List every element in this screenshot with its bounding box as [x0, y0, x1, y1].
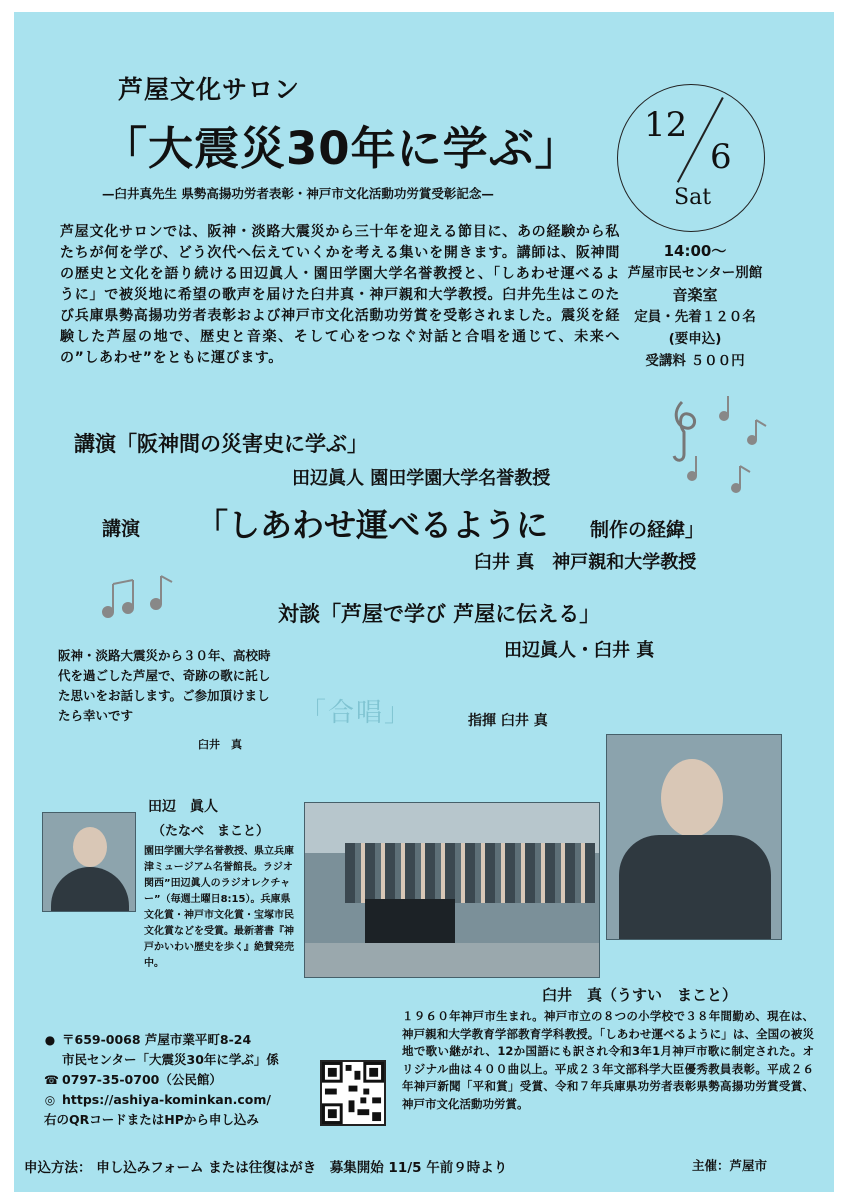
music-notes-left	[94, 568, 184, 624]
contact-address-row	[44, 1030, 344, 1050]
tanabe-kana: （たなべ まこと）	[152, 824, 270, 839]
date-month: 12	[644, 105, 688, 145]
date-badge	[617, 84, 765, 232]
contact-url-row	[44, 1090, 344, 1110]
event-reservation: (要申込)	[668, 331, 722, 347]
qr-code[interactable]	[320, 1060, 386, 1126]
message-signature: 臼井 真	[198, 738, 242, 751]
application-method: 申込方法： 申し込みフォーム または往復はがき 募集開始 11/5 午前９時より	[24, 1160, 508, 1176]
contact-url[interactable]: https://ashiya-kominkan.com/	[62, 1092, 271, 1107]
talk-speakers: 田辺眞人・臼井 真	[504, 640, 655, 661]
lecture1-speaker: 田辺眞人 園田学園大学名誉教授	[292, 468, 551, 489]
globe-icon: ◎	[44, 1093, 56, 1107]
usui-name: 臼井 真（うすい まこと）	[542, 986, 738, 1004]
lecture2-label: 講演	[102, 518, 141, 540]
salon-name: 芦屋文化サロン	[118, 75, 301, 104]
contact-phone-row	[44, 1070, 344, 1090]
music-note-icon	[103, 576, 172, 617]
usui-photo	[606, 734, 782, 940]
lecture1-title: 講演「阪神間の災害史に学ぶ」	[74, 432, 368, 456]
event-capacity: 定員・先着１２０名	[634, 309, 756, 325]
tanabe-name: 田辺 眞人	[148, 799, 218, 815]
phone-icon: ☎	[44, 1073, 59, 1087]
contact-phone[interactable]: 0797-35-0700（公民館）	[62, 1072, 222, 1087]
tanabe-photo	[42, 812, 136, 912]
choir-label: 「合唱」	[300, 698, 413, 728]
flyer	[14, 12, 834, 1192]
contact-note: 右のQRコードまたはHPから申し込み	[44, 1112, 259, 1127]
subtitle: —臼井真先生 県勢高揚功労者表彰・神戸市文化活動功労賞受彰記念—	[102, 186, 494, 201]
main-title: 「大震災30年に学ぶ」	[102, 122, 581, 175]
talk-title: 対談「芦屋で学び 芦屋に伝える」	[278, 602, 601, 626]
contact-office: 市民センター「大震災30年に学ぶ」係	[62, 1052, 279, 1067]
host: 主催：芦屋市	[692, 1158, 768, 1173]
event-info	[620, 240, 770, 372]
date-weekday: Sat	[674, 185, 712, 210]
event-fee: 受講料 ５００円	[645, 353, 745, 369]
contact-note-row	[44, 1110, 344, 1130]
contact-address: 〒659-0068 芦屋市業平町8-24	[62, 1032, 252, 1047]
tanabe-profile: 園田学園大学名誉教授、県立兵庫津ミュージアム名誉館長。ラジオ関西”田辺眞人のラジオレクチャー”（毎週土曜日8:15）。兵庫県文化賞・神戸市文化賞・宝塚市民文化賞などを受賞。最新著書『神戸かいわい歴史を歩く』絶賛発売中。	[144, 846, 294, 969]
pin-icon: ●	[44, 1033, 56, 1047]
lecture2-speaker: 臼井 真 神戸親和大学教授	[474, 552, 697, 573]
usui-profile: １９６０年神戸市生まれ。神戸市立の８つの小学校で３８年間勤め、現在は、神戸親和大学教育学部教育学科教授。「しあわせ運べるように」は、全国の被災地で歌い継がれ、12か国語にも訳され令和3年1月神戸市歌に制定された。オリジナル曲は４００曲以上。平成２３年文部科学大臣優秀教員表彰。平成２６年神戸新聞「平和賞」受賞、令和７年兵庫県功労者表彰県勢高揚功労賞受賞、神戸市文化活動功労賞。	[402, 1009, 814, 1111]
contact-office-row	[44, 1050, 344, 1070]
choir-photo	[304, 802, 600, 978]
lecture2-subtitle: 制作の経緯」	[590, 519, 705, 541]
conductor: 指揮 臼井 真	[468, 713, 548, 729]
music-note-icon	[688, 396, 766, 492]
event-room: 音楽室	[672, 286, 718, 304]
lecture2-title: 「しあわせ運べるように	[196, 506, 549, 544]
qr-code-pattern	[322, 1062, 384, 1124]
music-notes-decoration	[654, 384, 784, 504]
event-venue: 芦屋市民センター別館	[627, 265, 763, 281]
event-time: 14:00～	[663, 242, 727, 260]
intro-text: 芦屋文化サロンでは、阪神・淡路大震災から三十年を迎える節目に、あの経験から私たちが何を学び、どう次代へ伝えていくかを考える集いを開きます。講師は、阪神間の歴史と文化を語り続ける田辺眞人・園田学園大学名誉教授と、「しあわせ運べるように」で被災地に希望の歌声を届けた臼井真・神戸親和大学教授。臼井先生はこのたび兵庫県勢高揚功労者表彰および神戸市文化活動功労賞を受彰されました。震災を経験した芦屋の地で、歴史と音楽、そして心をつなぐ対話と合唱を通じて、未来への”しあわせ”をともに運びます。	[60, 224, 620, 366]
date-day: 6	[710, 137, 732, 177]
contact-info	[44, 1030, 344, 1130]
usui-message: 阪神・淡路大震災から３０年、高校時代を過ごした芦屋で、奇跡の歌に託した思いをお話します。ご参加頂けましたら幸いです	[58, 648, 271, 723]
treble-clef-icon	[674, 402, 695, 460]
